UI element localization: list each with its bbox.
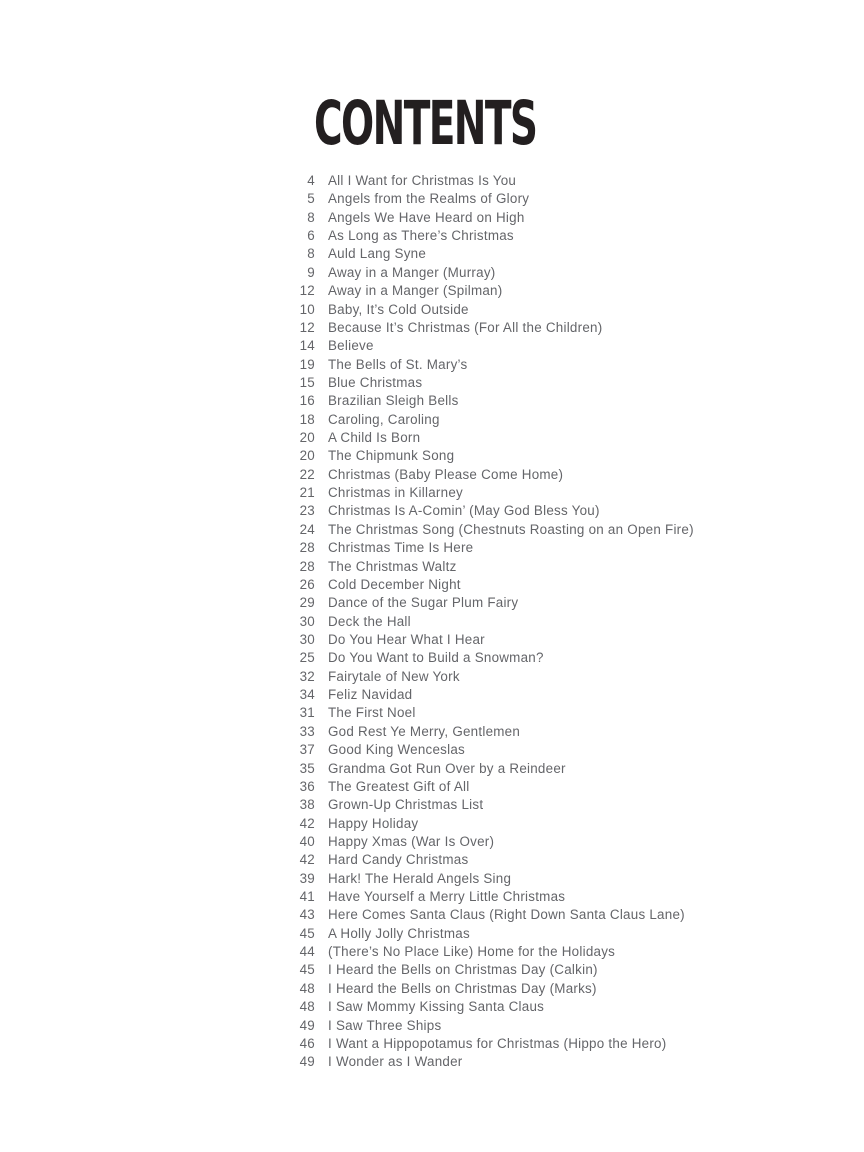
- toc-entry: [286, 209, 694, 227]
- toc-page-number: 28: [299, 540, 315, 556]
- toc-page-number: 38: [299, 797, 315, 813]
- toc-song-title: Caroling, Caroling: [328, 411, 440, 427]
- toc-page-number: 45: [299, 925, 315, 941]
- toc-entry: [286, 1035, 694, 1053]
- toc-song-title: The First Noel: [328, 705, 416, 721]
- toc-song-title: Grandma Got Run Over by a Reindeer: [328, 760, 566, 776]
- toc-entry: [286, 447, 694, 465]
- toc-song-title: Feliz Navidad: [328, 687, 413, 703]
- toc-entry: [286, 521, 694, 539]
- toc-song-title: Christmas Is A-Comin’ (May God Bless You): [328, 503, 600, 519]
- toc-entry: [286, 613, 694, 631]
- toc-page-number: 30: [299, 613, 315, 629]
- toc-song-title: Do You Want to Build a Snowman?: [328, 650, 544, 666]
- toc-song-title: Happy Xmas (War Is Over): [328, 833, 495, 849]
- toc-song-title: The Bells of St. Mary’s: [328, 356, 468, 372]
- toc-entry: [286, 870, 694, 888]
- toc-entry: [286, 778, 694, 796]
- toc-entry: [286, 649, 694, 667]
- toc-song-title: The Christmas Song (Chestnuts Roasting on an Open Fire): [328, 521, 694, 537]
- toc-song-title: Christmas in Killarney: [328, 485, 463, 501]
- toc-song-title: Grown-Up Christmas List: [328, 797, 484, 813]
- toc-song-title: Auld Lang Syne: [328, 246, 427, 262]
- toc-page-number: 10: [299, 301, 315, 317]
- toc-entry: [286, 1053, 694, 1071]
- toc-song-title: Angels We Have Heard on High: [328, 209, 525, 225]
- toc-page-number: 33: [299, 723, 315, 739]
- toc-page-number: 36: [299, 778, 315, 794]
- toc-entry: [286, 319, 694, 337]
- toc-page-number: 5: [307, 191, 315, 207]
- toc-song-title: Cold December Night: [328, 576, 461, 592]
- toc-song-title: Baby, It’s Cold Outside: [328, 301, 469, 317]
- toc-entry: [286, 998, 694, 1016]
- toc-page-number: 48: [299, 980, 315, 996]
- toc-page-number: 25: [299, 650, 315, 666]
- toc-song-title: A Child Is Born: [328, 430, 421, 446]
- toc-page-number: 42: [299, 815, 315, 831]
- toc-song-title: Believe: [328, 338, 374, 354]
- toc-page-number: 24: [299, 521, 315, 537]
- toc-song-title: As Long as There’s Christmas: [328, 228, 514, 244]
- toc-page-number: 21: [299, 485, 315, 501]
- toc-entry: [286, 190, 694, 208]
- toc-entry: [286, 741, 694, 759]
- toc-entry: [286, 484, 694, 502]
- toc-page-number: 45: [299, 962, 315, 978]
- toc-page-number: 42: [299, 852, 315, 868]
- toc-song-title: Blue Christmas: [328, 374, 423, 390]
- toc-entry: [286, 704, 694, 722]
- toc-song-title: Hard Candy Christmas: [328, 852, 469, 868]
- toc-page-number: 49: [299, 1054, 315, 1070]
- toc-song-title: The Greatest Gift of All: [328, 778, 470, 794]
- toc-entry: [286, 796, 694, 814]
- toc-song-title: I Heard the Bells on Christmas Day (Marks): [328, 980, 597, 996]
- toc-entry: [286, 925, 694, 943]
- toc-page-number: 23: [299, 503, 315, 519]
- toc-entry: [286, 723, 694, 741]
- toc-page-number: 43: [299, 907, 315, 923]
- toc-page-number: 44: [299, 944, 315, 960]
- toc-song-title: I Heard the Bells on Christmas Day (Calkin): [328, 962, 598, 978]
- toc-page-number: 28: [299, 558, 315, 574]
- toc-entry: [286, 961, 694, 979]
- toc-entry: [286, 301, 694, 319]
- toc-song-title: Away in a Manger (Murray): [328, 264, 496, 280]
- toc-song-title: I Saw Mommy Kissing Santa Claus: [328, 999, 545, 1015]
- toc-page-number: 20: [299, 430, 315, 446]
- toc-song-title: Away in a Manger (Spilman): [328, 283, 503, 299]
- toc-page-number: 15: [299, 374, 315, 390]
- toc-entry: [286, 668, 694, 686]
- toc-song-title: Brazilian Sleigh Bells: [328, 393, 459, 409]
- toc-entry: [286, 686, 694, 704]
- toc-entry: [286, 558, 694, 576]
- toc-entry: [286, 337, 694, 355]
- toc-song-title: Because It’s Christmas (For All the Children): [328, 319, 603, 335]
- toc-entry: [286, 576, 694, 594]
- toc-page-number: 8: [307, 209, 315, 225]
- toc-page-number: 14: [299, 338, 315, 354]
- toc-entry: [286, 760, 694, 778]
- toc-page-number: 30: [299, 631, 315, 647]
- toc-entry: [286, 356, 694, 374]
- toc-page-number: 26: [299, 576, 315, 592]
- toc-page-number: 4: [307, 173, 315, 188]
- toc-entry: [286, 1017, 694, 1035]
- toc-entry: [286, 264, 694, 282]
- toc-song-title: Dance of the Sugar Plum Fairy: [328, 595, 519, 611]
- toc-song-title: I Saw Three Ships: [328, 1017, 442, 1033]
- toc-page-number: 49: [299, 1017, 315, 1033]
- page-title: CONTENTS: [314, 88, 537, 159]
- toc-song-title: Here Comes Santa Claus (Right Down Santa Claus Lane): [328, 907, 685, 923]
- contents-list: [286, 172, 694, 1072]
- toc-song-title: All I Want for Christmas Is You: [328, 173, 517, 188]
- toc-song-title: Good King Wenceslas: [328, 742, 465, 758]
- toc-song-title: Fairytale of New York: [328, 668, 460, 684]
- toc-page-number: 22: [299, 466, 315, 482]
- toc-song-title: God Rest Ye Merry, Gentlemen: [328, 723, 521, 739]
- toc-song-title: I Want a Hippopotamus for Christmas (Hippo the Hero): [328, 1035, 667, 1051]
- toc-page-number: 20: [299, 448, 315, 464]
- toc-page-number: 39: [299, 870, 315, 886]
- toc-entry: [286, 245, 694, 263]
- toc-page-number: 35: [299, 760, 315, 776]
- toc-entry: [286, 631, 694, 649]
- toc-entry: [286, 851, 694, 869]
- toc-entry: [286, 411, 694, 429]
- toc-page-number: 46: [299, 1035, 315, 1051]
- toc-song-title: Have Yourself a Merry Little Christmas: [328, 889, 566, 905]
- toc-page-number: 48: [299, 999, 315, 1015]
- toc-song-title: Christmas (Baby Please Come Home): [328, 466, 564, 482]
- toc-song-title: Angels from the Realms of Glory: [328, 191, 530, 207]
- toc-entry: [286, 282, 694, 300]
- toc-page-number: 37: [299, 742, 315, 758]
- toc-entry: [286, 429, 694, 447]
- toc-page-number: 31: [299, 705, 315, 721]
- toc-song-title: Do You Hear What I Hear: [328, 631, 485, 647]
- toc-page-number: 12: [299, 283, 315, 299]
- toc-entry: [286, 374, 694, 392]
- toc-entry: [286, 980, 694, 998]
- toc-page-number: 8: [307, 246, 315, 262]
- toc-page-number: 19: [299, 356, 315, 372]
- toc-song-title: (There’s No Place Like) Home for the Holidays: [328, 944, 616, 960]
- toc-entry: [286, 943, 694, 961]
- toc-page-number: 32: [299, 668, 315, 684]
- toc-entry: [286, 466, 694, 484]
- toc-entry: [286, 539, 694, 557]
- toc-page-number: 34: [299, 687, 315, 703]
- toc-page-number: 6: [307, 228, 315, 244]
- toc-song-title: The Chipmunk Song: [328, 448, 455, 464]
- toc-song-title: Christmas Time Is Here: [328, 540, 474, 556]
- toc-page-number: 41: [299, 889, 315, 905]
- toc-page-number: 29: [299, 595, 315, 611]
- toc-entry: [286, 392, 694, 410]
- toc-song-title: The Christmas Waltz: [328, 558, 457, 574]
- toc-entry: [286, 172, 694, 190]
- toc-entry: [286, 833, 694, 851]
- toc-song-title: Happy Holiday: [328, 815, 419, 831]
- toc-entry: [286, 594, 694, 612]
- toc-song-title: I Wonder as I Wander: [328, 1054, 463, 1070]
- toc-page-number: 40: [299, 833, 315, 849]
- toc-entry: [286, 888, 694, 906]
- toc-page-number: 9: [307, 264, 315, 280]
- toc-entry: [286, 502, 694, 520]
- toc-entry: [286, 815, 694, 833]
- toc-page-number: 16: [299, 393, 315, 409]
- toc-page-number: 18: [299, 411, 315, 427]
- toc-page-number: 12: [299, 319, 315, 335]
- toc-song-title: Hark! The Herald Angels Sing: [328, 870, 512, 886]
- toc-song-title: A Holly Jolly Christmas: [328, 925, 470, 941]
- toc-entry: [286, 906, 694, 924]
- toc-entry: [286, 227, 694, 245]
- toc-song-title: Deck the Hall: [328, 613, 411, 629]
